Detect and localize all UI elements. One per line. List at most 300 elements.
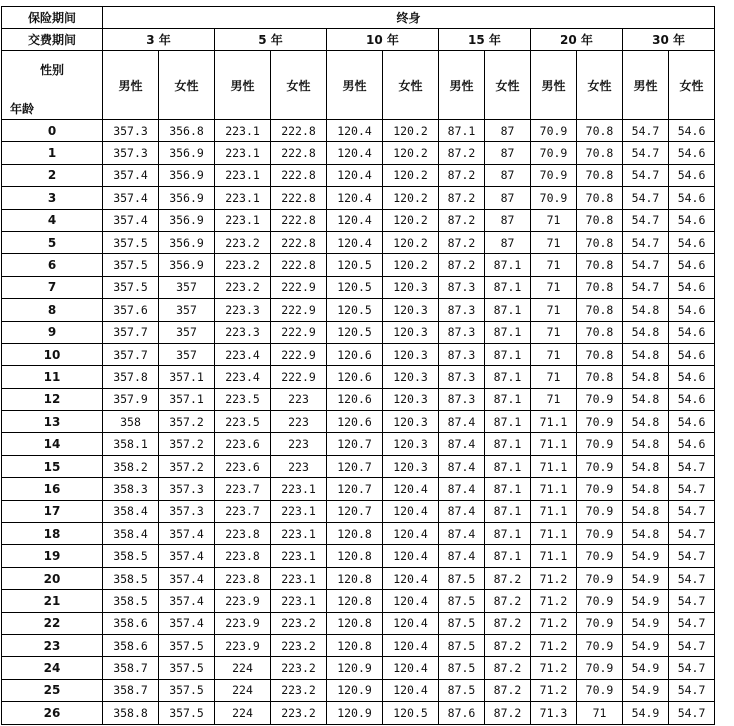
premium-cell: 120.9	[327, 657, 383, 679]
premium-cell: 120.3	[383, 366, 439, 388]
premium-cell: 120.9	[327, 702, 383, 724]
premium-cell: 71.1	[531, 411, 577, 433]
premium-cell: 87.4	[439, 545, 485, 567]
premium-cell: 70.9	[577, 657, 623, 679]
premium-cell: 71	[531, 343, 577, 365]
premium-cell: 87.2	[439, 254, 485, 276]
premium-cell: 54.6	[669, 164, 715, 186]
premium-cell: 358.1	[103, 433, 159, 455]
premium-cell: 87.4	[439, 523, 485, 545]
premium-cell: 120.3	[383, 299, 439, 321]
female-header: 女性	[669, 51, 715, 120]
premium-cell: 120.4	[383, 545, 439, 567]
premium-cell: 223.9	[215, 612, 271, 634]
premium-cell: 222.9	[271, 299, 327, 321]
premium-cell: 70.8	[577, 120, 623, 142]
premium-cell: 357.8	[103, 366, 159, 388]
premium-cell: 223.9	[215, 590, 271, 612]
premium-cell: 71.2	[531, 634, 577, 656]
premium-cell: 54.8	[623, 388, 669, 410]
table-row	[2, 523, 715, 545]
premium-cell: 223.1	[215, 209, 271, 231]
age-cell: 18	[2, 523, 103, 545]
age-cell: 3	[2, 187, 103, 209]
premium-cell: 120.2	[383, 164, 439, 186]
premium-cell: 70.9	[531, 187, 577, 209]
premium-cell: 87.1	[485, 411, 531, 433]
premium-cell: 223.1	[215, 187, 271, 209]
table-row	[2, 366, 715, 388]
premium-cell: 87.1	[485, 321, 531, 343]
premium-cell: 357.1	[159, 388, 215, 410]
premium-cell: 71.1	[531, 500, 577, 522]
premium-cell: 223.1	[215, 120, 271, 142]
premium-cell: 222.9	[271, 343, 327, 365]
premium-cell: 70.9	[577, 523, 623, 545]
premium-cell: 70.9	[577, 679, 623, 701]
age-cell: 5	[2, 231, 103, 253]
premium-cell: 54.6	[669, 187, 715, 209]
premium-cell: 120.3	[383, 321, 439, 343]
premium-cell: 358.6	[103, 612, 159, 634]
premium-cell: 223.4	[215, 343, 271, 365]
premium-cell: 71.3	[531, 702, 577, 724]
premium-cell: 87.1	[485, 366, 531, 388]
premium-cell: 54.7	[623, 120, 669, 142]
premium-cell: 357.4	[103, 187, 159, 209]
payment-period-10: 10 年	[327, 29, 439, 51]
premium-cell: 54.8	[623, 299, 669, 321]
premium-cell: 70.9	[531, 164, 577, 186]
premium-cell: 54.6	[669, 433, 715, 455]
premium-cell: 70.9	[577, 612, 623, 634]
premium-cell: 87.3	[439, 366, 485, 388]
premium-cell: 223.8	[215, 545, 271, 567]
premium-cell: 120.3	[383, 411, 439, 433]
premium-cell: 54.6	[669, 209, 715, 231]
premium-cell: 87.2	[439, 142, 485, 164]
premium-cell: 357.5	[159, 657, 215, 679]
premium-cell: 120.6	[327, 388, 383, 410]
premium-cell: 54.7	[669, 702, 715, 724]
premium-cell: 120.4	[383, 679, 439, 701]
premium-cell: 87.2	[439, 164, 485, 186]
premium-cell: 120.4	[327, 164, 383, 186]
premium-cell: 87.3	[439, 276, 485, 298]
premium-cell: 120.5	[327, 254, 383, 276]
table-row	[2, 634, 715, 656]
premium-cell: 71.2	[531, 567, 577, 589]
premium-cell: 358.7	[103, 657, 159, 679]
premium-cell: 54.7	[623, 231, 669, 253]
premium-cell: 222.8	[271, 120, 327, 142]
premium-cell: 120.4	[327, 231, 383, 253]
premium-cell: 120.5	[327, 276, 383, 298]
premium-cell: 223.5	[215, 388, 271, 410]
premium-cell: 54.6	[669, 120, 715, 142]
table-row	[2, 612, 715, 634]
premium-cell: 70.8	[577, 321, 623, 343]
premium-cell: 358.4	[103, 500, 159, 522]
premium-cell: 87.1	[439, 120, 485, 142]
premium-cell: 70.9	[577, 455, 623, 477]
premium-cell: 87.2	[485, 702, 531, 724]
table-row	[2, 411, 715, 433]
age-cell: 21	[2, 590, 103, 612]
premium-cell: 222.8	[271, 254, 327, 276]
premium-cell: 222.8	[271, 164, 327, 186]
premium-cell: 357	[159, 343, 215, 365]
premium-cell: 222.8	[271, 142, 327, 164]
age-cell: 17	[2, 500, 103, 522]
age-cell: 9	[2, 321, 103, 343]
premium-cell: 120.7	[327, 500, 383, 522]
premium-cell: 120.9	[327, 679, 383, 701]
premium-cell: 70.9	[577, 411, 623, 433]
premium-cell: 54.7	[669, 567, 715, 589]
premium-cell: 70.9	[577, 545, 623, 567]
premium-cell: 356.8	[159, 120, 215, 142]
premium-cell: 54.7	[623, 142, 669, 164]
premium-cell: 70.8	[577, 276, 623, 298]
premium-cell: 87.3	[439, 343, 485, 365]
premium-cell: 223.1	[271, 545, 327, 567]
premium-cell: 120.3	[383, 455, 439, 477]
payment-period-30: 30 年	[623, 29, 715, 51]
premium-cell: 120.6	[327, 343, 383, 365]
premium-cell: 357.4	[103, 209, 159, 231]
age-cell: 8	[2, 299, 103, 321]
age-cell: 6	[2, 254, 103, 276]
premium-cell: 120.6	[327, 411, 383, 433]
premium-cell: 54.9	[623, 545, 669, 567]
premium-cell: 120.4	[383, 590, 439, 612]
payment-period-20: 20 年	[531, 29, 623, 51]
premium-cell: 223.2	[215, 276, 271, 298]
premium-cell: 87	[485, 209, 531, 231]
premium-cell: 357.2	[159, 411, 215, 433]
premium-cell: 87.4	[439, 433, 485, 455]
premium-cell: 71.1	[531, 455, 577, 477]
premium-cell: 87	[485, 187, 531, 209]
premium-cell: 70.8	[577, 366, 623, 388]
premium-cell: 87.4	[439, 478, 485, 500]
table-row	[2, 545, 715, 567]
premium-cell: 357.4	[159, 567, 215, 589]
premium-cell: 54.8	[623, 321, 669, 343]
premium-cell: 87	[485, 164, 531, 186]
premium-cell: 70.8	[577, 164, 623, 186]
premium-cell: 54.6	[669, 321, 715, 343]
premium-cell: 54.8	[623, 478, 669, 500]
premium-cell: 358.8	[103, 702, 159, 724]
premium-cell: 87.5	[439, 679, 485, 701]
premium-cell: 54.7	[669, 500, 715, 522]
premium-cell: 70.8	[577, 209, 623, 231]
table-row	[2, 142, 715, 164]
female-header: 女性	[485, 51, 531, 120]
male-header: 男性	[215, 51, 271, 120]
premium-cell: 70.9	[577, 388, 623, 410]
premium-cell: 224	[215, 702, 271, 724]
premium-cell: 223.8	[215, 523, 271, 545]
premium-cell: 120.5	[327, 321, 383, 343]
premium-cell: 120.2	[383, 254, 439, 276]
premium-cell: 120.8	[327, 545, 383, 567]
premium-cell: 357	[159, 299, 215, 321]
premium-cell: 357.4	[159, 612, 215, 634]
premium-cell: 54.7	[669, 590, 715, 612]
premium-cell: 358.7	[103, 679, 159, 701]
insurance-period-value: 终身	[103, 7, 715, 29]
premium-cell: 54.9	[623, 634, 669, 656]
age-cell: 11	[2, 366, 103, 388]
male-header: 男性	[327, 51, 383, 120]
premium-cell: 120.8	[327, 590, 383, 612]
premium-cell: 87.1	[485, 299, 531, 321]
premium-cell: 120.4	[383, 567, 439, 589]
premium-cell: 87.1	[485, 343, 531, 365]
payment-period-15: 15 年	[439, 29, 531, 51]
premium-cell: 223.3	[215, 321, 271, 343]
premium-cell: 222.8	[271, 187, 327, 209]
female-header: 女性	[159, 51, 215, 120]
premium-cell: 357.3	[159, 478, 215, 500]
premium-cell: 71.1	[531, 523, 577, 545]
premium-cell: 357.4	[159, 523, 215, 545]
table-row	[2, 679, 715, 701]
premium-cell: 223.2	[271, 657, 327, 679]
premium-cell: 223	[271, 388, 327, 410]
premium-cell: 54.6	[669, 231, 715, 253]
premium-cell: 356.9	[159, 209, 215, 231]
premium-cell: 223.8	[215, 567, 271, 589]
premium-cell: 357.4	[159, 545, 215, 567]
table-row	[2, 455, 715, 477]
table-row	[2, 299, 715, 321]
premium-cell: 87.5	[439, 634, 485, 656]
premium-cell: 54.7	[623, 164, 669, 186]
payment-period-5: 5 年	[215, 29, 327, 51]
age-cell: 10	[2, 343, 103, 365]
age-cell: 23	[2, 634, 103, 656]
premium-cell: 357.3	[103, 142, 159, 164]
male-header: 男性	[439, 51, 485, 120]
premium-cell: 120.5	[327, 299, 383, 321]
premium-cell: 54.9	[623, 590, 669, 612]
premium-cell: 54.8	[623, 366, 669, 388]
premium-cell: 54.7	[669, 634, 715, 656]
premium-cell: 87.5	[439, 590, 485, 612]
premium-cell: 87.1	[485, 388, 531, 410]
premium-cell: 87.2	[485, 679, 531, 701]
table-row	[2, 500, 715, 522]
premium-cell: 223.7	[215, 500, 271, 522]
premium-cell: 71.2	[531, 679, 577, 701]
premium-cell: 54.8	[623, 455, 669, 477]
male-header: 男性	[531, 51, 577, 120]
premium-cell: 120.4	[383, 500, 439, 522]
payment-period-row	[2, 29, 715, 51]
age-cell: 1	[2, 142, 103, 164]
premium-cell: 54.8	[623, 523, 669, 545]
premium-cell: 223.1	[215, 142, 271, 164]
premium-cell: 120.2	[383, 120, 439, 142]
premium-cell: 71.2	[531, 657, 577, 679]
premium-cell: 223.3	[215, 299, 271, 321]
premium-cell: 223	[271, 411, 327, 433]
premium-cell: 222.8	[271, 231, 327, 253]
payment-period-label: 交费期间	[2, 29, 103, 51]
premium-cell: 70.9	[577, 433, 623, 455]
premium-cell: 54.7	[623, 276, 669, 298]
premium-cell: 71	[531, 276, 577, 298]
premium-cell: 120.2	[383, 231, 439, 253]
premium-cell: 71	[531, 321, 577, 343]
table-row	[2, 478, 715, 500]
premium-cell: 357.3	[159, 500, 215, 522]
premium-cell: 120.5	[383, 702, 439, 724]
premium-cell: 120.3	[383, 433, 439, 455]
age-cell: 14	[2, 433, 103, 455]
premium-cell: 71	[531, 366, 577, 388]
premium-cell: 87	[485, 142, 531, 164]
premium-cell: 54.7	[669, 455, 715, 477]
premium-cell: 357.5	[103, 276, 159, 298]
premium-cell: 358	[103, 411, 159, 433]
premium-cell: 120.4	[383, 634, 439, 656]
premium-cell: 357.5	[103, 231, 159, 253]
premium-cell: 87.2	[485, 567, 531, 589]
age-cell: 15	[2, 455, 103, 477]
premium-cell: 54.7	[669, 679, 715, 701]
premium-cell: 357	[159, 276, 215, 298]
premium-cell: 357.2	[159, 433, 215, 455]
premium-cell: 120.7	[327, 478, 383, 500]
premium-cell: 87.1	[485, 478, 531, 500]
premium-cell: 87.1	[485, 433, 531, 455]
premium-cell: 358.5	[103, 545, 159, 567]
table-row	[2, 187, 715, 209]
premium-cell: 54.6	[669, 276, 715, 298]
age-cell: 25	[2, 679, 103, 701]
premium-cell: 87	[485, 120, 531, 142]
female-header: 女性	[271, 51, 327, 120]
premium-cell: 357	[159, 321, 215, 343]
premium-cell: 87.5	[439, 657, 485, 679]
premium-cell: 223.4	[215, 366, 271, 388]
premium-cell: 223.2	[271, 702, 327, 724]
premium-cell: 71.1	[531, 433, 577, 455]
premium-cell: 357.2	[159, 455, 215, 477]
premium-cell: 70.9	[577, 590, 623, 612]
premium-cell: 357.4	[103, 164, 159, 186]
premium-cell: 87.4	[439, 500, 485, 522]
premium-cell: 358.6	[103, 634, 159, 656]
premium-cell: 223.2	[215, 231, 271, 253]
premium-cell: 54.6	[669, 254, 715, 276]
table-row	[2, 388, 715, 410]
premium-cell: 71	[531, 299, 577, 321]
age-cell: 16	[2, 478, 103, 500]
gender-label: 性别	[2, 51, 103, 98]
premium-cell: 54.7	[669, 523, 715, 545]
table-row	[2, 567, 715, 589]
premium-cell: 120.4	[327, 142, 383, 164]
premium-cell: 87.3	[439, 299, 485, 321]
premium-cell: 223.1	[271, 590, 327, 612]
premium-cell: 120.2	[383, 187, 439, 209]
table-row	[2, 254, 715, 276]
premium-cell: 71.2	[531, 590, 577, 612]
premium-cell: 71	[531, 254, 577, 276]
premium-cell: 87.1	[485, 500, 531, 522]
premium-cell: 120.4	[383, 657, 439, 679]
premium-cell: 223.1	[271, 523, 327, 545]
age-cell: 20	[2, 567, 103, 589]
premium-cell: 223.2	[271, 634, 327, 656]
age-cell: 4	[2, 209, 103, 231]
premium-cell: 120.3	[383, 276, 439, 298]
premium-cell: 87.2	[485, 590, 531, 612]
premium-cell: 54.8	[623, 500, 669, 522]
premium-cell: 70.8	[577, 142, 623, 164]
premium-cell: 70.8	[577, 299, 623, 321]
female-header: 女性	[383, 51, 439, 120]
premium-cell: 224	[215, 679, 271, 701]
premium-cell: 70.9	[577, 634, 623, 656]
premium-cell: 87.4	[439, 411, 485, 433]
age-cell: 22	[2, 612, 103, 634]
premium-cell: 222.8	[271, 209, 327, 231]
premium-cell: 120.3	[383, 343, 439, 365]
table-row	[2, 321, 715, 343]
premium-cell: 223.5	[215, 411, 271, 433]
premium-cell: 357.7	[103, 343, 159, 365]
female-header: 女性	[577, 51, 623, 120]
premium-cell: 223.6	[215, 455, 271, 477]
premium-cell: 54.6	[669, 299, 715, 321]
premium-cell: 71.1	[531, 478, 577, 500]
premium-cell: 70.8	[577, 254, 623, 276]
premium-cell: 71.1	[531, 545, 577, 567]
premium-cell: 87.2	[485, 657, 531, 679]
premium-cell: 87.3	[439, 388, 485, 410]
insurance-period-row	[2, 7, 715, 29]
premium-rate-table	[1, 6, 715, 725]
premium-cell: 54.9	[623, 679, 669, 701]
premium-cell: 120.8	[327, 567, 383, 589]
premium-cell: 87.2	[439, 187, 485, 209]
age-cell: 19	[2, 545, 103, 567]
table-row	[2, 590, 715, 612]
premium-cell: 54.6	[669, 343, 715, 365]
premium-cell: 223.1	[215, 164, 271, 186]
premium-cell: 120.2	[383, 142, 439, 164]
premium-cell: 357.3	[103, 120, 159, 142]
premium-cell: 120.8	[327, 523, 383, 545]
premium-cell: 358.4	[103, 523, 159, 545]
premium-cell: 120.6	[327, 366, 383, 388]
premium-cell: 54.9	[623, 657, 669, 679]
premium-cell: 223.7	[215, 478, 271, 500]
premium-cell: 120.7	[327, 455, 383, 477]
premium-cell: 120.4	[383, 612, 439, 634]
table-header	[2, 7, 715, 120]
table-body	[2, 120, 715, 725]
premium-cell: 120.4	[383, 523, 439, 545]
table-row	[2, 276, 715, 298]
